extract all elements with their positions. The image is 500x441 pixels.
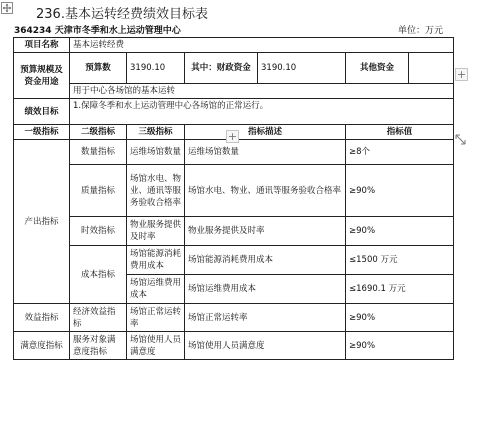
header-level1: 一级指标 [14,125,70,140]
project-row [14,38,454,53]
level2-quantity: 数量指标 [70,140,127,165]
level1-benefit: 效益指标 [14,304,70,332]
level1-output: 产出指标 [14,140,70,304]
project-label: 项目名称 [14,38,70,53]
org-name: 364234 天津市冬季和水上运动管理中心 [14,26,181,36]
value-cell[interactable]: ≤1690.1 万元 [346,275,454,304]
fiscal-funds-label: 其中：财政资金 [185,53,258,84]
level3-cell[interactable]: 场馆运维费用成本 [127,275,185,304]
header-description: 指标描述 [185,125,346,140]
level2-timeliness: 时效指标 [70,217,127,246]
table-row [14,246,454,275]
table-row [14,332,454,360]
add-row-button[interactable] [226,130,239,143]
budget-label: 预算规模及资金用途 [14,53,70,99]
performance-table [13,37,454,360]
table-row [14,165,454,217]
page-title: 236.基本运转经费绩效目标表 [36,7,208,22]
description-cell[interactable]: 运维场馆数量 [185,140,346,165]
level2-service-satisfaction: 服务对象满意度指标 [70,332,127,360]
budget-usage[interactable]: 用于中心各场馆的基本运转 [70,84,454,99]
description-cell[interactable]: 场馆运维费用成本 [185,275,346,304]
level2-cost: 成本指标 [70,246,127,304]
table-move-handle[interactable] [1,2,13,14]
description-cell[interactable]: 场馆使用人员满意度 [185,332,346,360]
value-cell[interactable]: ≤1500 万元 [346,246,454,275]
other-funds-value[interactable] [409,53,453,83]
other-funds-cell [346,53,454,84]
goal-text[interactable]: 1.保障冬季和水上运动管理中心各场馆的正常运行。 [70,99,454,125]
table-row [14,304,454,332]
goal-row [14,99,454,125]
description-cell[interactable]: 场馆水电、物业、通讯等服务验收合格率 [185,165,346,217]
value-cell[interactable]: ≥90% [346,332,454,360]
other-funds-label: 其他资金 [346,53,409,83]
move-arrows-icon [2,3,12,13]
level3-cell[interactable]: 运维场馆数量 [127,140,185,165]
level3-cell[interactable]: 场馆水电、物业、通讯等服务验收合格率 [127,165,185,217]
usage-row [14,84,454,99]
level2-economic: 经济效益指标 [70,304,127,332]
level3-cell[interactable]: 物业服务提供及时率 [127,217,185,246]
description-cell[interactable]: 场馆能源消耗费用成本 [185,246,346,275]
value-cell[interactable]: ≥90% [346,304,454,332]
value-cell[interactable]: ≥8个 [346,140,454,165]
header-level3: 三级指标 [127,125,185,140]
table-row [14,217,454,246]
resize-icon [454,133,467,146]
plus-icon: + [227,130,238,143]
table-resize-handle[interactable] [454,131,467,144]
fiscal-funds-value[interactable]: 3190.10 [258,53,346,84]
level3-cell[interactable]: 场馆正常运转率 [127,304,185,332]
unit-label: 单位：万元 [398,26,444,36]
goal-label: 绩效目标 [14,99,70,125]
description-cell[interactable]: 场馆正常运转率 [185,304,346,332]
budget-row [14,53,454,84]
value-cell[interactable]: ≥90% [346,165,454,217]
budget-amount[interactable]: 3190.10 [127,53,185,84]
value-cell[interactable]: ≥90% [346,217,454,246]
table-row [14,140,454,165]
header-value: 指标值 [346,125,454,140]
level2-quality: 质量指标 [70,165,127,217]
budget-amount-label: 预算数 [70,53,127,84]
level1-satisfaction: 满意度指标 [14,332,70,360]
plus-icon: + [456,68,467,81]
header-level2: 二级指标 [70,125,127,140]
level3-cell[interactable]: 场馆能源消耗费用成本 [127,246,185,275]
level3-cell[interactable]: 场馆使用人员满意度 [127,332,185,360]
add-column-button[interactable] [455,68,468,81]
description-cell[interactable]: 物业服务提供及时率 [185,217,346,246]
project-value[interactable]: 基本运转经费 [70,38,454,53]
